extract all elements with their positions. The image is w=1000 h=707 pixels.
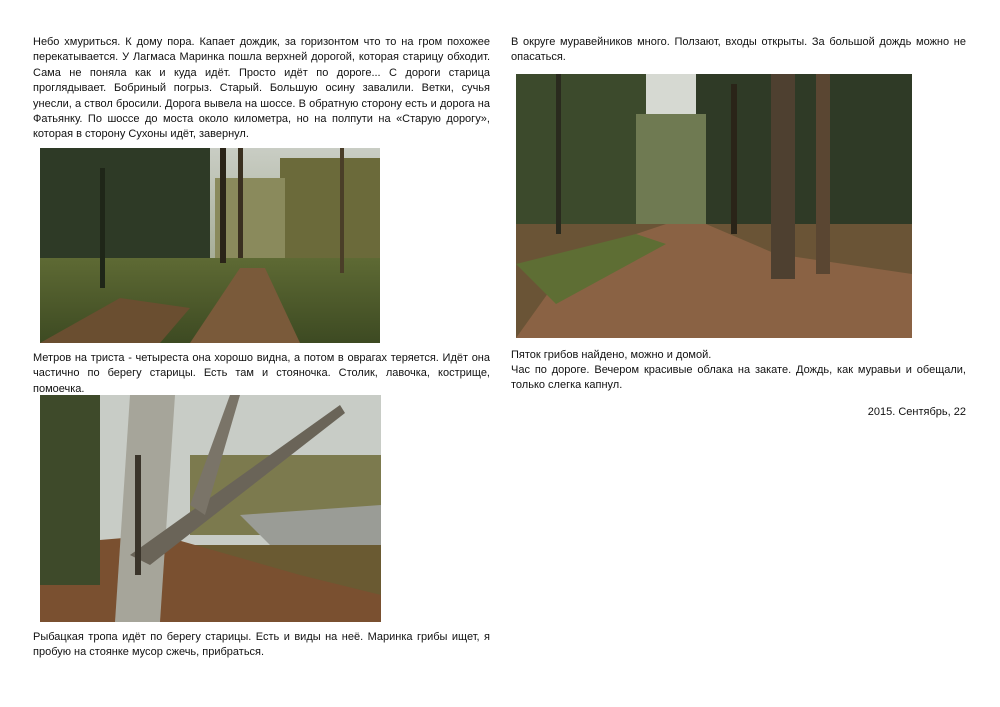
road-caption: Метров на триста - четыреста она хорошо видна, а потом в оврагах теряется. Идёт она частично по берегу старицы. Есть там и стояночка. Столик, лавочка, кострище, помоечка.: [33, 352, 490, 395]
intro-paragraph: Небо хмуриться. К дому пора. Капает дождик, за горизонтом что то на гром похожее перекатывается. У Лагмаса Маринка пошла верхней дорогой, которая старицу обходит. Сама не поняла как и куда идёт. Просто идёт по дороге... С дороги старица проглядывает. Бобриный погрыз. Старый. Большую осину завалили. Ветки, сучья унесли, а ствол бросили. Дорога вывела на шоссе. В обратную сторону есть и дорога на Фатьянку. По шоссе до моста около километра, но на полпути на «Старую дорогу», которая в сторону Сухоны идёт, завернул.: [33, 36, 490, 141]
anthill-paragraph: В округе муравейников много. Ползают, входы открыты. За большой дождь можно не опасаться.: [511, 36, 966, 64]
mushrooms-caption: Пяток грибов найдено, можно и домой.: [511, 349, 712, 361]
river-trail-photo: [40, 395, 381, 622]
forest-road-photo: [40, 148, 380, 343]
date-line: 2015. Сентябрь, 22: [867, 406, 966, 418]
evening-caption: Час по дороге. Вечером красивые облака на закате. Дождь, как муравьи и обещали, только слегка капнул.: [511, 364, 966, 392]
trail-caption: Рыбацкая тропа идёт по берегу старицы. Есть и виды на неё. Маринка грибы ищет, я пробую на стоянке мусор сжечь, прибраться.: [33, 631, 490, 659]
forest-path-photo: [516, 74, 912, 338]
